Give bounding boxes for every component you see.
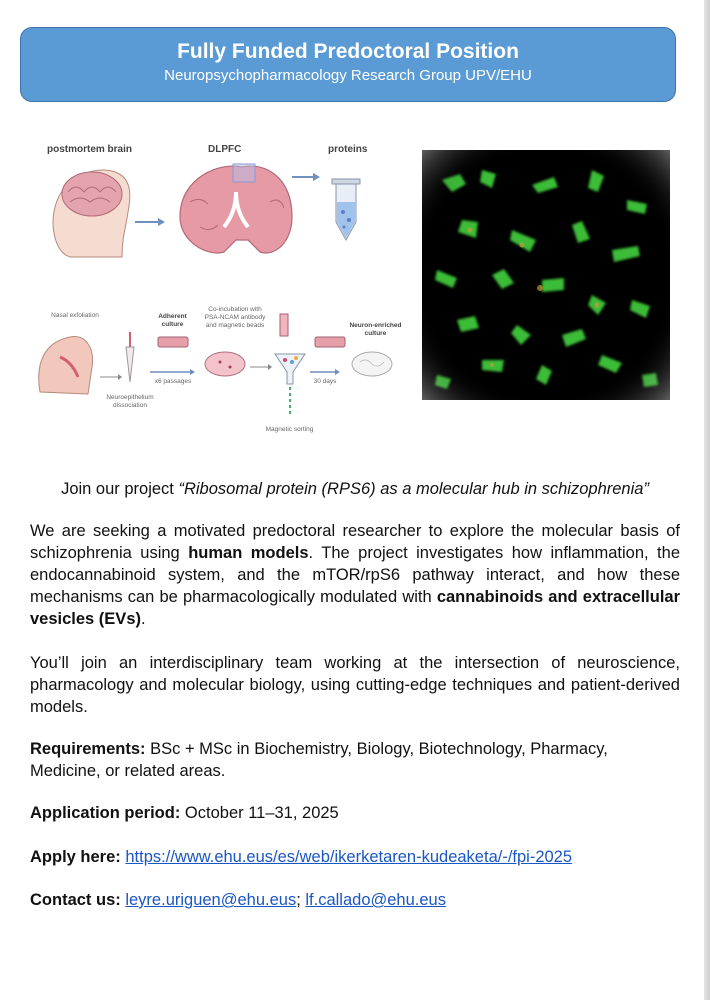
paragraph-description [30, 520, 680, 630]
page-subtitle: Neuropsychopharmacology Research Group UPV/EHU [164, 67, 532, 84]
fluorescence-micrograph [422, 150, 670, 400]
application-dates: October 11–31, 2025 [180, 804, 339, 822]
contact-label: Contact us: [30, 891, 121, 909]
brain-workflow-illustration [30, 132, 420, 452]
label-30-days: 30 days [313, 378, 337, 385]
label-dissociation: Neuroepithelium dissociation [106, 394, 154, 409]
label-proteins: proteins [328, 144, 368, 155]
label-coincubation: Co-incubation with PSA-NCAM antibody and magnetic beads [204, 306, 266, 329]
label-nasal: Nasal exfoliation [51, 312, 99, 319]
apply-label: Apply here: [30, 848, 121, 866]
contact-line [30, 889, 680, 911]
application-period [30, 802, 680, 824]
para1-text-e: . [141, 610, 146, 628]
label-neuron-enriched: Neuron-enriched culture [349, 322, 402, 337]
requirements [30, 738, 680, 782]
label-magnetic-sorting: Magnetic sorting [265, 426, 314, 433]
email-link-callado[interactable]: lf.callado@ehu.eus [305, 891, 446, 909]
intro-prefix: Join our project [61, 480, 179, 498]
methods-figure [30, 132, 420, 452]
title-banner [20, 27, 676, 102]
requirements-text: BSc + MSc in Biochemistry, Biology, Biotechnology, Pharmacy, Medicine, or related areas. [30, 740, 608, 780]
page-edge [704, 0, 710, 1000]
page-title: Fully Funded Predoctoral Position [177, 40, 519, 63]
label-passages: x6 passages [154, 378, 192, 385]
contact-separator: ; [296, 891, 306, 909]
project-intro [30, 478, 680, 500]
label-postmortem-brain: postmortem brain [47, 144, 133, 155]
para1-text-c: . The project investigates how inflammation, the endocannabinoid system, and the mTOR/rpS6 pathway interact, and how these mechanisms can be pharmacologically modulated with [30, 544, 680, 606]
requirements-label: Requirements: [30, 740, 146, 758]
para1-bold-human-models: human models [188, 544, 309, 562]
para1-bold-cannabinoids: cannabinoids and extracellular vesicles (EVs) [30, 588, 680, 628]
project-title: “Ribosomal protein (RPS6) as a molecular hub in schizophrenia” [178, 480, 649, 498]
label-adherent: Adherent culture [158, 313, 187, 328]
apply-line [30, 846, 680, 868]
para1-text-a: We are seeking a motivated predoctoral researcher to explore the molecular basis of schizophrenia using [30, 522, 680, 562]
apply-link[interactable]: https://www.ehu.eus/es/web/ikerketaren-kudeaketa/-/fpi-2025 [125, 848, 573, 866]
label-dlpfc: DLPFC [208, 144, 242, 155]
application-label: Application period: [30, 804, 181, 822]
paragraph-team: You’ll join an interdisciplinary team working at the intersection of neuroscience, pharmacology and molecular biology, using cutting-edge techniques and patient-derived models. [30, 654, 680, 716]
email-link-uriguen[interactable]: leyre.uriguen@ehu.eus [125, 891, 297, 909]
